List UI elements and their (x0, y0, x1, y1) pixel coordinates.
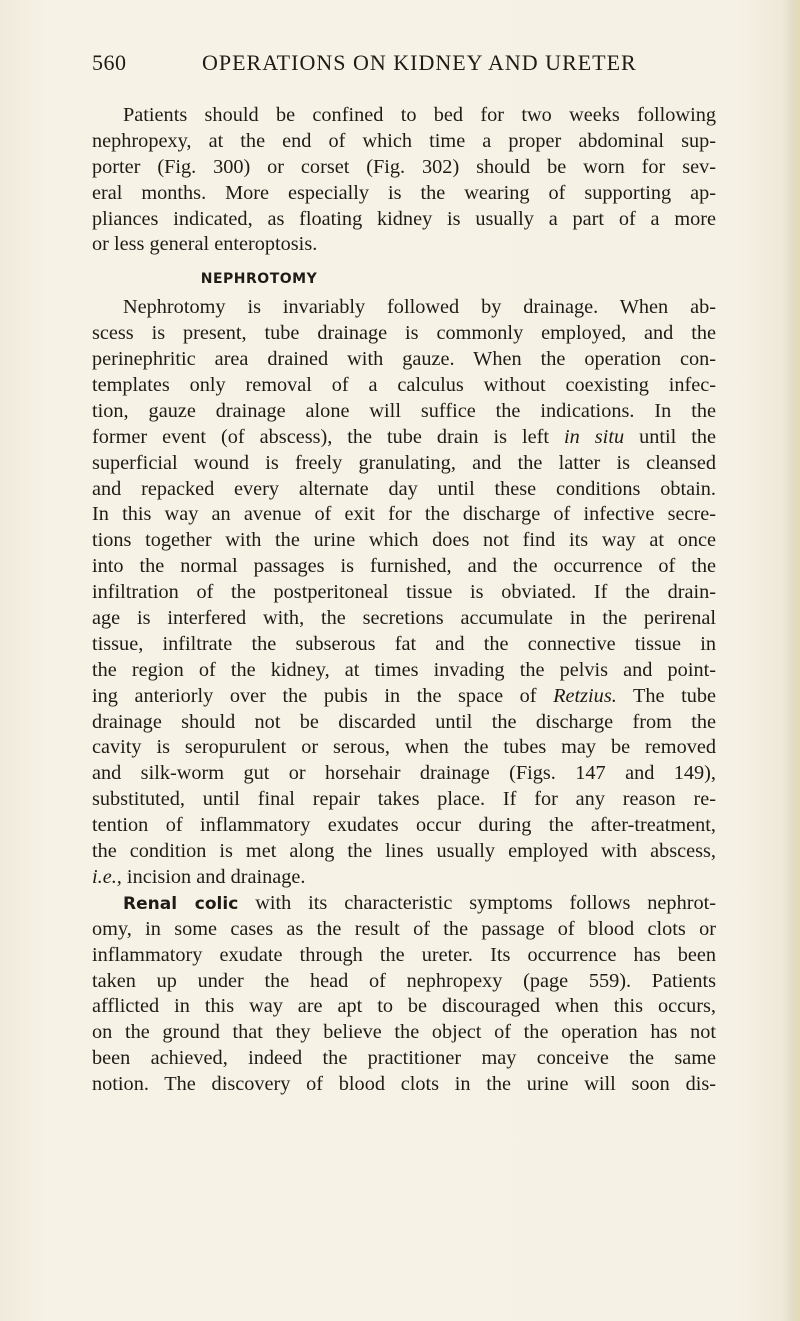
page-number: 560 (92, 50, 127, 75)
text-line: Patients should be confined to bed for two weeks following (123, 104, 716, 126)
text-line: age is interfered with, the secretions accumulate in the perirenal (92, 607, 716, 630)
text-line: templates only removal of a calculus without coexisting infec- (92, 374, 716, 397)
text-line: tions together with the urine which does not find its way at once (92, 529, 716, 552)
text-line: nephropexy, at the end of which time a proper abdominal sup- (92, 129, 716, 152)
section-heading: NEPHROTOMY (200, 271, 318, 288)
text-line (92, 865, 716, 891)
text-line: cavity is seropurulent or serous, when the tubes may be removed (92, 736, 716, 759)
text-line (92, 684, 716, 710)
text-run: until the (624, 425, 717, 448)
text-line: taken up under the head of nephropexy (page 559). Patients (92, 969, 716, 992)
text-line: infiltration of the postperitoneal tissue is obviated. If the drain- (92, 581, 716, 604)
italic-term: in situ (564, 425, 625, 448)
text-line: or less general enteroptosis. (92, 233, 318, 256)
text-line: notion. The discovery of blood clots in the urine will soon dis- (92, 1073, 716, 1096)
text-line: eral months. More especially is the wearing of supporting ap- (92, 181, 716, 204)
text-line: omy, in some cases as the result of the passage of blood clots or (92, 917, 716, 940)
text-line: superficial wound is freely granulating, and the latter is cleansed (92, 451, 716, 474)
text-line: substituted, until final repair takes place. If for any reason re- (92, 788, 716, 811)
text-run: former event (of abscess), the tube drain is left (92, 425, 565, 448)
text-line: pliances indicated, as floating kidney is usually a part of a more (92, 207, 716, 230)
text-line: the condition is met along the lines usually employed with abscess, (92, 840, 716, 863)
text-line: scess is present, tube drainage is commonly employed, and the (92, 322, 716, 345)
text-line: into the normal passages is furnished, and the occurrence of the (92, 555, 716, 578)
text-line: perinephritic area drained with gauze. When the operation con- (92, 348, 716, 371)
italic-term: Retzius. (553, 684, 617, 707)
text-line: drainage should not be discarded until the discharge from the (92, 710, 716, 733)
text-line: inflammatory exudate through the ureter. Its occurrence has been (92, 943, 716, 966)
text-line (92, 425, 716, 451)
text-line (92, 891, 716, 917)
text-line: tion, gauze drainage alone will suffice the indications. In the (92, 399, 716, 422)
text-line: In this way an avenue of exit for the discharge of infective secre- (92, 503, 716, 526)
text-line: tissue, infiltrate the subserous fat and the connective tissue in (92, 632, 716, 655)
text-line: on the ground that they believe the object of the operation has not (92, 1021, 716, 1044)
text-run: ing anteriorly over the pubis in the space of (92, 684, 554, 707)
run-in-heading: Renal colic (123, 893, 239, 914)
text-run: The tube (616, 684, 716, 707)
text-run: incision and drainage. (121, 865, 306, 888)
text-run: with its characteristic symptoms follows nephrot- (238, 891, 716, 914)
text-line: tention of inflammatory exudates occur during the after-treatment, (92, 814, 716, 837)
text-line: and silk-worm gut or horsehair drainage (Figs. 147 and 149), (92, 762, 716, 785)
text-line: porter (Fig. 300) or corset (Fig. 302) should be worn for sev- (92, 155, 716, 178)
body-text (92, 103, 716, 1098)
text-line: the region of the kidney, at times invading the pelvis and point- (92, 658, 716, 681)
italic-term: i.e., (92, 865, 122, 888)
text-line: and repacked every alternate day until these conditions obtain. (92, 477, 716, 500)
running-title: OPERATIONS ON KIDNEY AND URETER (202, 50, 637, 75)
text-line: been achieved, indeed the practitioner may conceive the same (92, 1047, 716, 1070)
running-header (92, 50, 712, 80)
text-line: afflicted in this way are apt to be discouraged when this occurs, (92, 995, 716, 1018)
page-edge (782, 0, 800, 1321)
text-line: Nephrotomy is invariably followed by drainage. When ab- (123, 296, 716, 319)
